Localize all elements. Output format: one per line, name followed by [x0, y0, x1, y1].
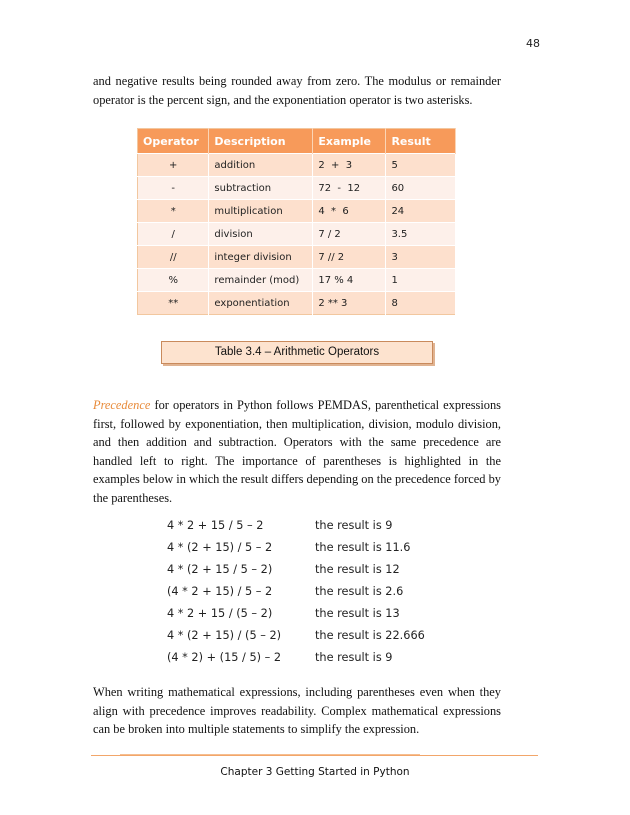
example-expression: (4 * 2) + (15 / 5) – 2 [167, 651, 282, 664]
header-description: Description [209, 129, 313, 154]
example-row [167, 626, 467, 648]
cell-example: 2 ** 3 [313, 292, 386, 315]
table-row [138, 269, 456, 292]
cell-description: addition [209, 154, 313, 177]
cell-description: exponentiation [209, 292, 313, 315]
cell-description: division [209, 223, 313, 246]
cell-description: integer division [209, 246, 313, 269]
header-result: Result [386, 129, 456, 154]
precedence-examples [167, 516, 467, 670]
cell-operator: * [138, 200, 209, 223]
page-number: 48 [526, 37, 540, 50]
example-result: the result is 9 [315, 651, 393, 664]
precedence-term: Precedence [93, 398, 151, 412]
cell-description: multiplication [209, 200, 313, 223]
table-row [138, 223, 456, 246]
cell-operator: / [138, 223, 209, 246]
precedence-text: for operators in Python follows PEMDAS, parenthetical expressions first, followed by exponentiation, then multiplication, division, modulo division, and then addition and subtraction. Operators with the same precedence are handled left to right. The importance of parentheses is highlighted in the examples below in which the result differs depending on the precedence forced by the parentheses. [93, 398, 501, 505]
example-expression: 4 * (2 + 15) / (5 – 2) [167, 629, 282, 642]
example-result: the result is 2.6 [315, 585, 404, 598]
cell-example: 7 // 2 [313, 246, 386, 269]
example-expression: 4 * (2 + 15) / 5 – 2 [167, 541, 273, 554]
table-caption: Table 3.4 – Arithmetic Operators [161, 341, 433, 364]
cell-result: 3.5 [386, 223, 456, 246]
precedence-paragraph [93, 396, 501, 508]
cell-result: 3 [386, 246, 456, 269]
cell-operator: // [138, 246, 209, 269]
cell-result: 5 [386, 154, 456, 177]
cell-example: 7 / 2 [313, 223, 386, 246]
cell-operator: - [138, 177, 209, 200]
footer-rule [91, 755, 538, 756]
cell-example: 17 % 4 [313, 269, 386, 292]
example-row [167, 516, 467, 538]
chapter-footer: Chapter 3 Getting Started in Python [220, 766, 410, 778]
example-row [167, 560, 467, 582]
example-result: the result is 9 [315, 519, 393, 532]
cell-result: 8 [386, 292, 456, 315]
cell-operator: ** [138, 292, 209, 315]
example-result: the result is 22.666 [315, 629, 425, 642]
example-row [167, 604, 467, 626]
cell-operator: + [138, 154, 209, 177]
cell-description: remainder (mod) [209, 269, 313, 292]
cell-result: 1 [386, 269, 456, 292]
example-row [167, 538, 467, 560]
cell-result: 60 [386, 177, 456, 200]
header-example: Example [313, 129, 386, 154]
cell-operator: % [138, 269, 209, 292]
example-result: the result is 12 [315, 563, 400, 576]
example-expression: 4 * 2 + 15 / (5 – 2) [167, 607, 273, 620]
arithmetic-operators-table [137, 128, 456, 315]
table-row [138, 292, 456, 315]
table-row [138, 177, 456, 200]
cell-example: 2 + 3 [313, 154, 386, 177]
header-operator: Operator [138, 129, 209, 154]
example-expression: 4 * 2 + 15 / 5 – 2 [167, 519, 264, 532]
table-row [138, 200, 456, 223]
table-header-row [138, 129, 456, 154]
table-row [138, 246, 456, 269]
cell-example: 72 - 12 [313, 177, 386, 200]
cell-result: 24 [386, 200, 456, 223]
example-row [167, 648, 467, 670]
table-row [138, 154, 456, 177]
example-row [167, 582, 467, 604]
cell-description: subtraction [209, 177, 313, 200]
example-expression: (4 * 2 + 15) / 5 – 2 [167, 585, 273, 598]
example-expression: 4 * (2 + 15 / 5 – 2) [167, 563, 273, 576]
cell-example: 4 * 6 [313, 200, 386, 223]
example-result: the result is 13 [315, 607, 400, 620]
closing-paragraph: When writing mathematical expressions, including parentheses even when they align with precedence improves readability. Complex mathematical expressions can be broken into multiple statements to simplify the expression. [93, 685, 501, 737]
example-result: the result is 11.6 [315, 541, 411, 554]
intro-paragraph: and negative results being rounded away from zero. The modulus or remainder operator is the percent sign, and the exponentiation operator is two asterisks. [93, 74, 501, 107]
